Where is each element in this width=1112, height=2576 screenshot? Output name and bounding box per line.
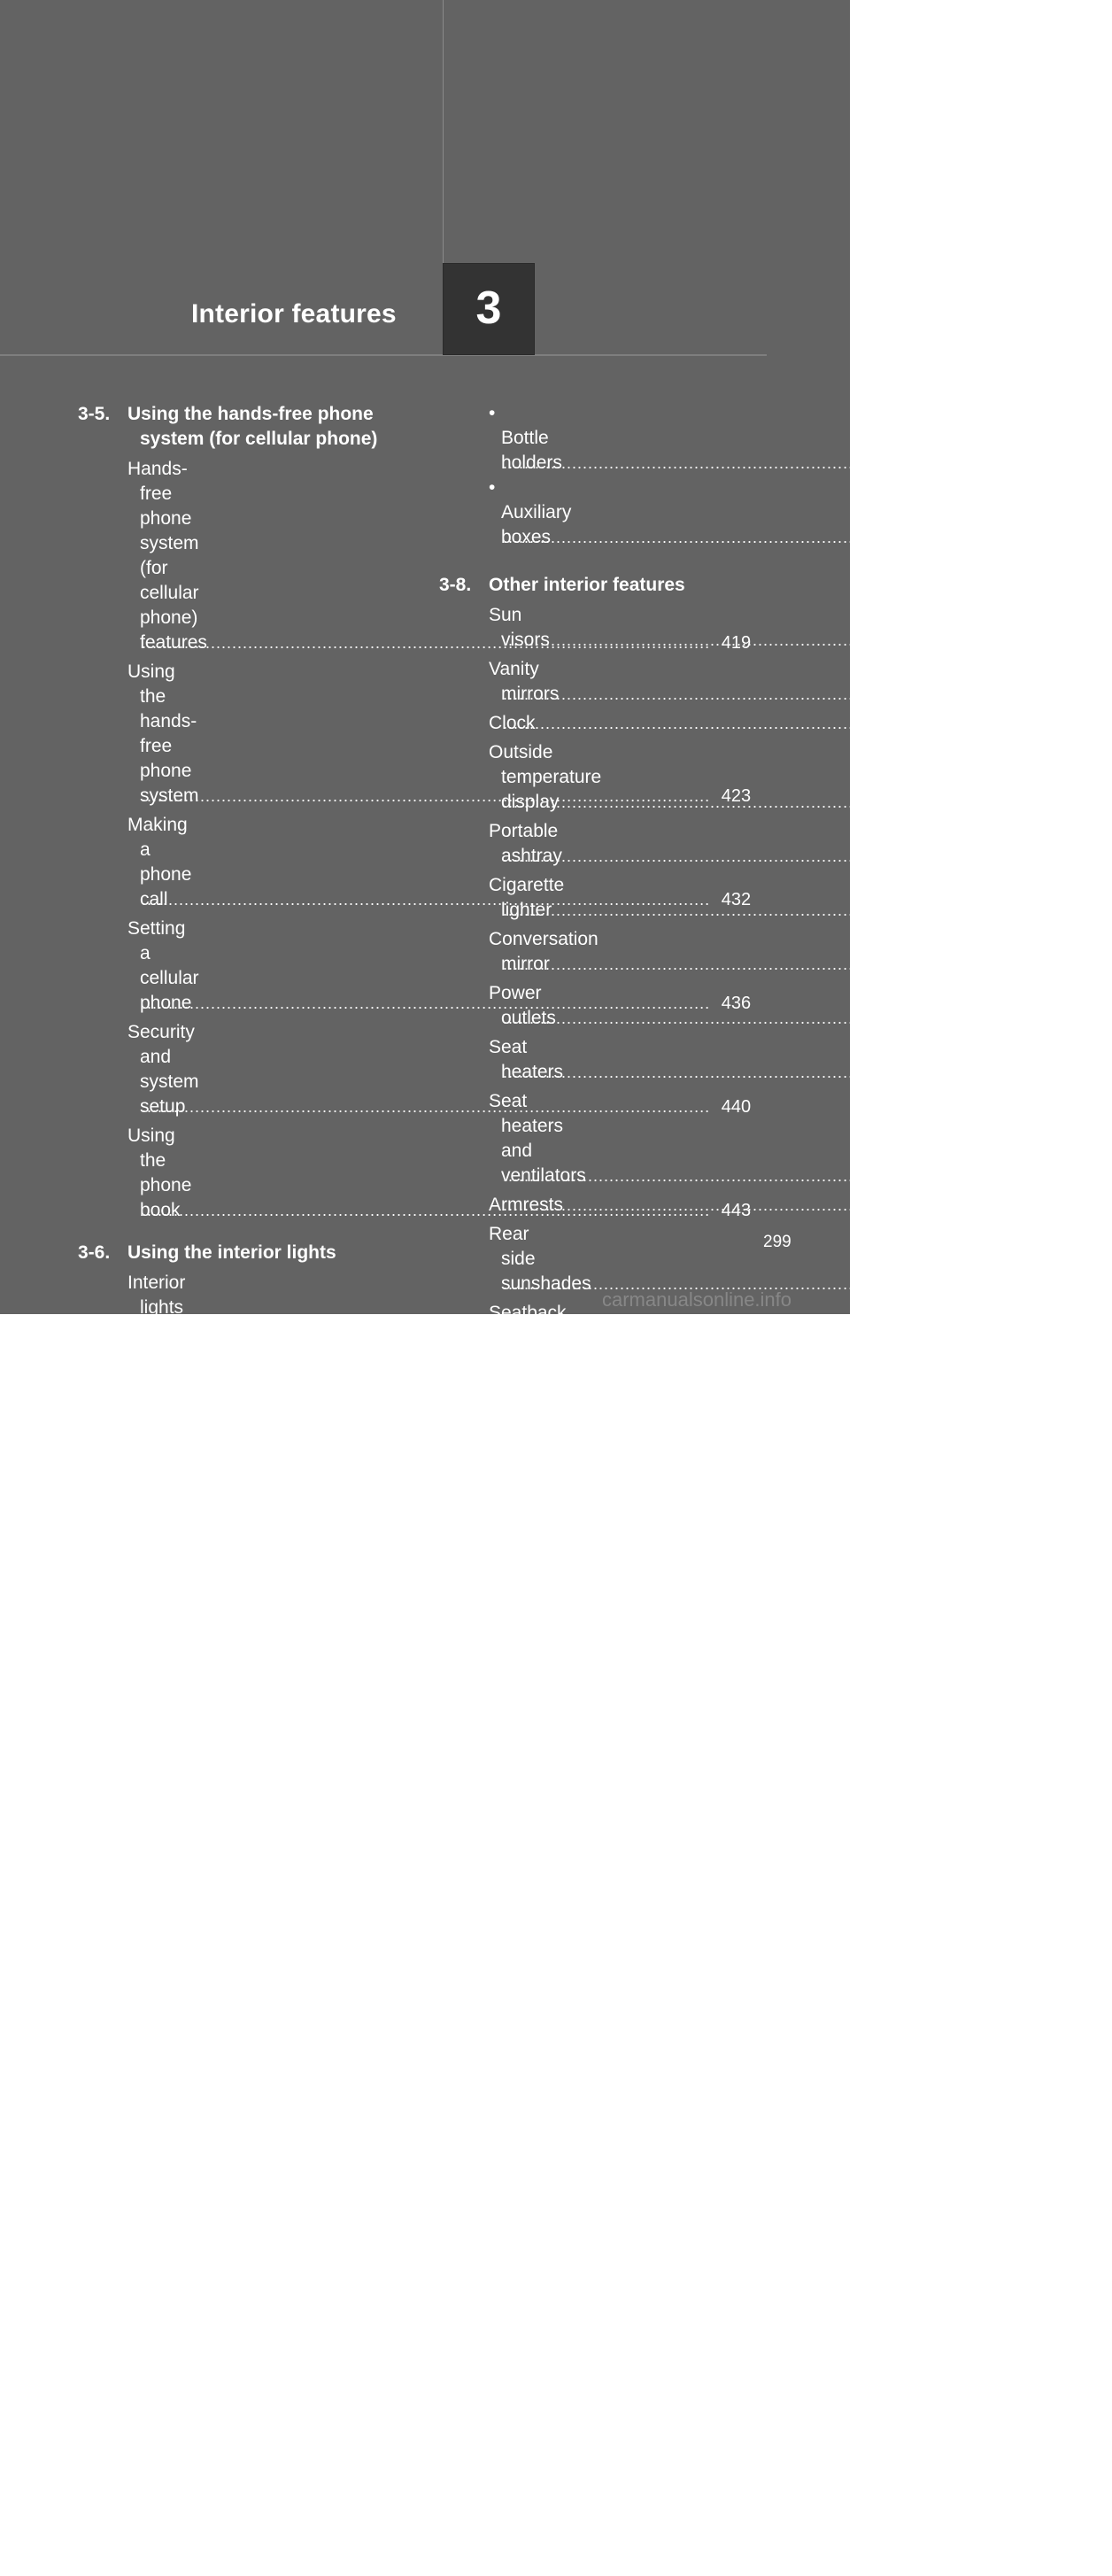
dot-leader [501,1193,1071,1218]
entry-page: 440 [721,1097,752,1117]
dot-leader [501,711,1071,736]
toc-entry[interactable] [489,1409,1112,1483]
entry-title: Security and system setup [127,1022,199,1117]
toc-entry[interactable] [127,2310,752,2410]
entry-page: 461 [721,2214,752,2233]
section-title[interactable]: Other interior features [489,575,685,595]
dot-leader [501,451,1071,476]
entry-title: • Map holder [127,2089,192,2159]
toc-entry[interactable] [489,981,1112,1031]
entry-title: Rear side sunshades [489,1224,591,1294]
dot-leader [501,1326,1071,1350]
dot-leader [501,682,1071,707]
entry-page: 500 [1082,1461,1112,1481]
entry-title: • Bottle holders [489,403,562,473]
entry-title: • Front console box [127,1915,205,2010]
entry-page: 473 [1082,528,1112,547]
dot-leader [501,898,1071,923]
section-title[interactable]: Using the interior lights [127,1242,336,1263]
section-title[interactable]: Using the storage features [127,1637,362,1658]
entry-title: Seatback table [489,1303,567,1348]
header-rule [0,354,767,356]
entry-title: Using the hands-free phone system [127,661,199,806]
entry-title: • Rear console box [127,2312,205,2407]
entry-page: 432 [721,890,752,909]
entry-title: Outside temperature display [489,742,602,812]
entry-page: 477 [1082,714,1112,733]
dot-leader [140,2062,710,2087]
entry-page: 482 [1082,955,1112,974]
toc-entry[interactable] [127,2013,752,2087]
dot-leader [140,1889,710,1914]
toc-entry[interactable] [489,711,1112,736]
page-number: 299 [763,1233,792,1251]
entry-page: 451 [721,1521,752,1541]
entry-page: 472 [1082,453,1112,473]
continued-entries [489,401,1112,550]
entry-page: 449 [721,1323,752,1342]
section-number: 3-5. [78,404,111,424]
entry-page: 450 [721,1447,752,1466]
toc-entry[interactable] [489,657,1112,707]
entry-title: • Coin holder [127,1841,192,1911]
chapter-number: 3 [475,282,502,334]
dot-leader [501,628,1071,653]
entry-title: • Overhead console [127,2411,222,2481]
dot-leader [501,1537,1071,1562]
dot-leader [501,1060,1071,1085]
entry-title: Clock [489,713,536,733]
toc-section-3-7 [78,1636,752,2558]
entry-page: 459 [721,2139,752,2159]
dot-leader [140,1740,710,1765]
entry-title: • Tissue pocket [127,2238,195,2308]
entry-title: Portable ashtray [489,821,562,866]
section-heading [78,1636,407,1660]
watermark-text: carmanualsonline.info [602,1288,792,1311]
entry-page: 511 [1084,1569,1112,1589]
section-heading [439,573,768,598]
entry-page: 463 [721,2387,752,2407]
entry-title: Setting a cellular phone [127,918,199,1013]
toc-entry[interactable] [127,2484,752,2558]
entry-page: 419 [721,633,752,653]
entry-title: • Cup holders [127,2486,201,2556]
toc-entry[interactable] [127,1666,752,1765]
toc-entry[interactable] [489,401,1112,476]
entry-title: Armrests [489,1195,563,1215]
entry-title: Making a phone call [127,815,192,909]
entry-title: Hands-free phone system (for cellular phone) features [127,459,207,653]
entry-page: 505 [1082,1540,1112,1559]
entry-title: Seat heaters and ventilators [489,1091,586,1186]
entry-page: 456 [721,1991,752,2010]
dot-leader [501,844,1071,869]
entry-title: Luggage compartment features [489,1411,610,1481]
entry-page: 489 [1082,1063,1112,1082]
entry-title: Cigarette lighter [489,875,565,920]
entry-page: 458 [721,2065,752,2085]
entry-page: 481 [1082,901,1112,920]
entry-page: 494 [1082,1195,1112,1215]
toc-entry[interactable] [489,1566,1112,1591]
dot-leader [140,2211,710,2236]
entry-title: • Interior light [127,1545,198,1615]
entry-page: 478 [1082,793,1112,812]
toc-entry[interactable] [127,1914,752,2013]
entry-page: 475 [1082,630,1112,650]
dot-leader [501,1006,1071,1031]
entry-page: 480 [1082,847,1112,866]
entry-title: • Glove boxes [127,1767,190,1837]
entry-title: • Auxiliary boxes [489,477,572,547]
toc-entry[interactable] [489,476,1112,550]
entry-page: 455 [721,1891,752,1911]
section-number: 3-7. [78,1637,111,1658]
entry-page: 497 [1082,1328,1112,1348]
toc-entry[interactable] [127,2087,752,2162]
toc-entry[interactable] [489,873,1112,923]
entry-title: • Pen holder [127,2163,192,2233]
section-heading [78,1241,407,1265]
chapter-number-tab[interactable] [443,263,535,355]
dot-leader [140,2459,710,2484]
entry-title: Vanity mirrors [489,659,560,704]
entry-title: • Personal/interior light main switch [127,1347,275,1466]
section-number: 3-8. [439,575,472,595]
toc-entry[interactable] [127,2162,752,2236]
entry-title: Floor mat [489,1357,533,1402]
entry-title: Using the phone book [127,1126,192,1220]
toc-entry[interactable] [489,1355,1112,1404]
entry-page: 498 [1082,1382,1112,1402]
dot-leader [140,2137,710,2162]
toc-entry[interactable] [127,1839,752,1914]
entry-page: 453 [721,1743,752,1762]
dot-leader [501,525,1071,550]
entry-title: Interior lights list [127,1273,186,1342]
entry-title: Sun visors [489,605,550,650]
entry-page: 466 [721,2462,752,2481]
entry-page: 443 [721,1201,752,1220]
dot-leader [501,1458,1071,1483]
dot-leader [140,1814,710,1839]
entry-page: 495 [1082,1274,1112,1294]
entry-page: 492 [1082,1166,1112,1186]
toc-entry[interactable] [489,1488,1112,1562]
toc-entry[interactable] [127,2410,752,2484]
toc-entry[interactable] [489,1193,1112,1218]
toc-entry[interactable] [489,1035,1112,1085]
entry-title: Seat heaters [489,1037,564,1082]
toc-entry[interactable] [489,603,1112,653]
section-number: 3-6. [78,1242,111,1263]
dot-leader [501,952,1071,977]
toc-entry[interactable] [127,1765,752,1839]
entry-page: 454 [721,1817,752,1837]
section-title[interactable]: Using the hands-free phone system (for cellular phone) [127,404,378,449]
dot-leader [501,790,1071,815]
entry-page: 436 [721,994,752,1013]
toc-entry[interactable] [489,740,1112,815]
entry-title: Compass [489,1568,568,1589]
entry-title: • Personal/interior lights [127,1471,275,1541]
dot-leader [501,1164,1071,1188]
entry-page: 462 [721,2288,752,2308]
toc-entry[interactable] [489,819,1112,869]
section-heading [78,402,407,452]
entry-page: 476 [1082,685,1112,704]
entry-title: Garage door opener [489,1489,560,1559]
entry-title: Power outlets [489,983,556,1028]
entry-title: • Card holder [127,2015,192,2085]
toc-entry[interactable] [127,2236,752,2310]
dot-leader [140,2385,710,2410]
toc-entry[interactable] [489,1089,1112,1188]
entry-title: List of storage features [127,1667,207,1762]
entry-page: 423 [721,786,752,806]
dot-leader [501,1380,1071,1404]
dot-leader [140,2286,710,2310]
dot-leader [140,1988,710,2013]
dot-leader [140,2533,710,2558]
entry-page: 468 [721,2536,752,2556]
toc-entry[interactable] [489,927,1112,977]
chapter-title: Interior features [191,299,397,329]
entry-page: 452 [721,1596,752,1615]
entry-page: 483 [1082,1009,1112,1028]
dot-leader [501,1566,1071,1591]
entry-title: Conversation mirror [489,929,598,974]
